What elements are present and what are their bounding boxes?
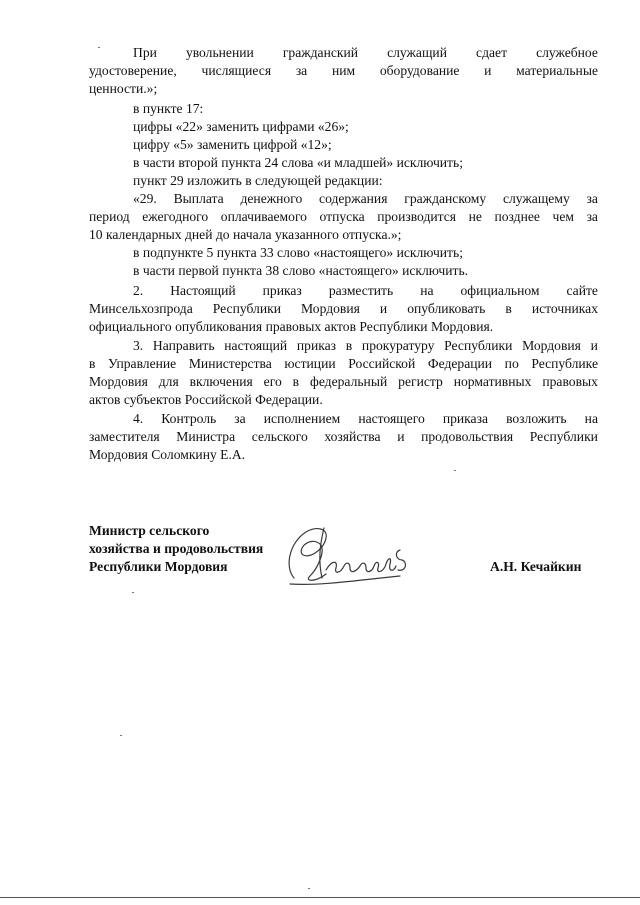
word: позднее: [494, 209, 540, 224]
p1-line-1: [133, 44, 598, 61]
word: служащему: [502, 191, 570, 206]
word: заместителя: [89, 429, 160, 444]
word: Мордовия: [522, 338, 581, 353]
word: источниках: [531, 301, 598, 316]
word: оплачиваемого: [220, 209, 307, 224]
word: 2.: [133, 283, 144, 298]
amend-33: в подпункте 5 пункта 33 слово «настоящего» исключить;: [133, 245, 463, 260]
scan-speck: [120, 735, 122, 736]
word: на: [420, 283, 434, 298]
word: и: [379, 301, 388, 316]
word: разместить: [328, 283, 394, 298]
scan-speck: [132, 592, 134, 593]
word: за: [586, 191, 598, 206]
p29-line-1: [133, 190, 598, 207]
word: на: [584, 411, 598, 426]
word: хозяйства: [324, 429, 381, 444]
word: 4.: [133, 411, 144, 426]
p1-line-2: [89, 62, 598, 79]
word: настоящего: [358, 411, 425, 426]
word: 3.: [133, 338, 144, 353]
handwritten-signature: [280, 520, 410, 590]
word: «29.: [133, 191, 157, 206]
p3-line-3: [89, 373, 598, 390]
p29-line-3: 10 календарных дней до начала указанного отпуска.»;: [89, 227, 402, 242]
word: исполнением: [263, 411, 341, 426]
word: Направить: [152, 338, 215, 353]
word: Республики: [212, 301, 281, 316]
word: удостоверение,: [89, 63, 177, 78]
p3-line-1: [133, 337, 598, 354]
p4-line-1: [133, 410, 598, 427]
word: чем: [552, 209, 574, 224]
word: и: [397, 429, 405, 444]
word: Мордовия: [89, 374, 148, 389]
word: регистр: [398, 374, 443, 389]
signatory-name: А.Н. Кечайкин: [490, 559, 582, 574]
word: материальные: [516, 63, 598, 78]
word: Контроль: [161, 411, 217, 426]
word: официальном: [460, 283, 540, 298]
word: продовольствия: [421, 429, 514, 444]
word: При: [133, 45, 157, 60]
word: Управление: [108, 356, 177, 371]
word: служебное: [536, 45, 598, 60]
word: Настоящий: [170, 283, 236, 298]
word: за: [586, 209, 598, 224]
word: отпуска: [319, 209, 365, 224]
amend-22: цифры «22» заменить цифрами «26»;: [133, 119, 349, 134]
amend-5: цифру «5» заменить цифрой «12»;: [133, 137, 332, 152]
word: по: [504, 356, 519, 371]
word: Министра: [176, 429, 236, 444]
p29-line-2: [89, 208, 598, 225]
word: приказа: [442, 411, 488, 426]
word: увольнении: [185, 45, 254, 60]
signatory-title-line-1: Министр сельского: [89, 523, 210, 538]
word: федеральный: [310, 374, 388, 389]
word: денежного: [240, 191, 303, 206]
word: Мордовия: [301, 301, 360, 316]
word: служащий: [387, 45, 447, 60]
word: прокуратуру: [361, 338, 435, 353]
scan-speck: [98, 47, 100, 48]
scan-speck: [454, 470, 456, 471]
word: в: [345, 338, 353, 353]
word: Выплата: [173, 191, 224, 206]
amend-29: пункт 29 изложить в следующей редакции:: [133, 173, 383, 188]
word: Российской: [348, 356, 416, 371]
word: ежегодного: [142, 209, 209, 224]
word: сельского: [251, 429, 308, 444]
word: Федерации: [427, 356, 493, 371]
word: в: [89, 356, 96, 371]
word: сдает: [476, 45, 508, 60]
p4-line-3: Мордовия Соломкину Е.А.: [89, 447, 246, 462]
word: оборудование: [379, 63, 460, 78]
word: не: [468, 209, 482, 224]
word: сайте: [566, 283, 598, 298]
word: за: [295, 63, 308, 78]
p3-line-4: актов субъектов Российской Федерации.: [89, 392, 323, 407]
word: и: [590, 338, 598, 353]
word: Республики: [529, 429, 598, 444]
word: в: [505, 301, 512, 316]
word: для: [158, 374, 179, 389]
word: Министерства: [188, 356, 272, 371]
word: за: [234, 411, 246, 426]
word: и: [484, 63, 492, 78]
word: возложить: [506, 411, 567, 426]
word: гражданскому: [404, 191, 487, 206]
word: приказ: [296, 338, 337, 353]
signatory-title-line-3: Республики Мордовия: [89, 559, 228, 574]
word: нормативных: [453, 374, 532, 389]
word: Минсельхозпрода: [89, 301, 193, 316]
word: Республике: [531, 356, 598, 371]
word: период: [89, 209, 130, 224]
amend-p17: в пункте 17:: [133, 101, 204, 116]
p2-line-2: [89, 300, 598, 317]
word: приказ: [262, 283, 302, 298]
word: содержания: [319, 191, 388, 206]
word: гражданский: [282, 45, 359, 60]
p4-line-2: [89, 428, 598, 445]
p2-line-3: официального опубликования правовых актов Республики Мордовия.: [89, 319, 494, 334]
word: юстиции: [284, 356, 336, 371]
word: ним: [331, 63, 356, 78]
scan-speck: [308, 888, 310, 889]
page-bottom-edge: [0, 897, 640, 898]
p1-line-3: ценности.»;: [89, 81, 158, 96]
p2-line-1: [133, 282, 598, 299]
word: опубликовать: [407, 301, 486, 316]
p3-line-2: [89, 355, 598, 372]
word: включения: [189, 374, 253, 389]
word: его: [263, 374, 282, 389]
amend-38: в части первой пункта 38 слово «настоящего» исключить.: [133, 263, 469, 278]
word: числящиеся: [201, 63, 272, 78]
word: производится: [377, 209, 457, 224]
word: настоящий: [224, 338, 288, 353]
word: Республики: [444, 338, 513, 353]
word: правовых: [542, 374, 598, 389]
signatory-title-line-2: хозяйства и продовольствия: [89, 541, 264, 556]
amend-24: в части второй пункта 24 слова «и младшей» исключить;: [133, 155, 463, 170]
word: в: [292, 374, 300, 389]
